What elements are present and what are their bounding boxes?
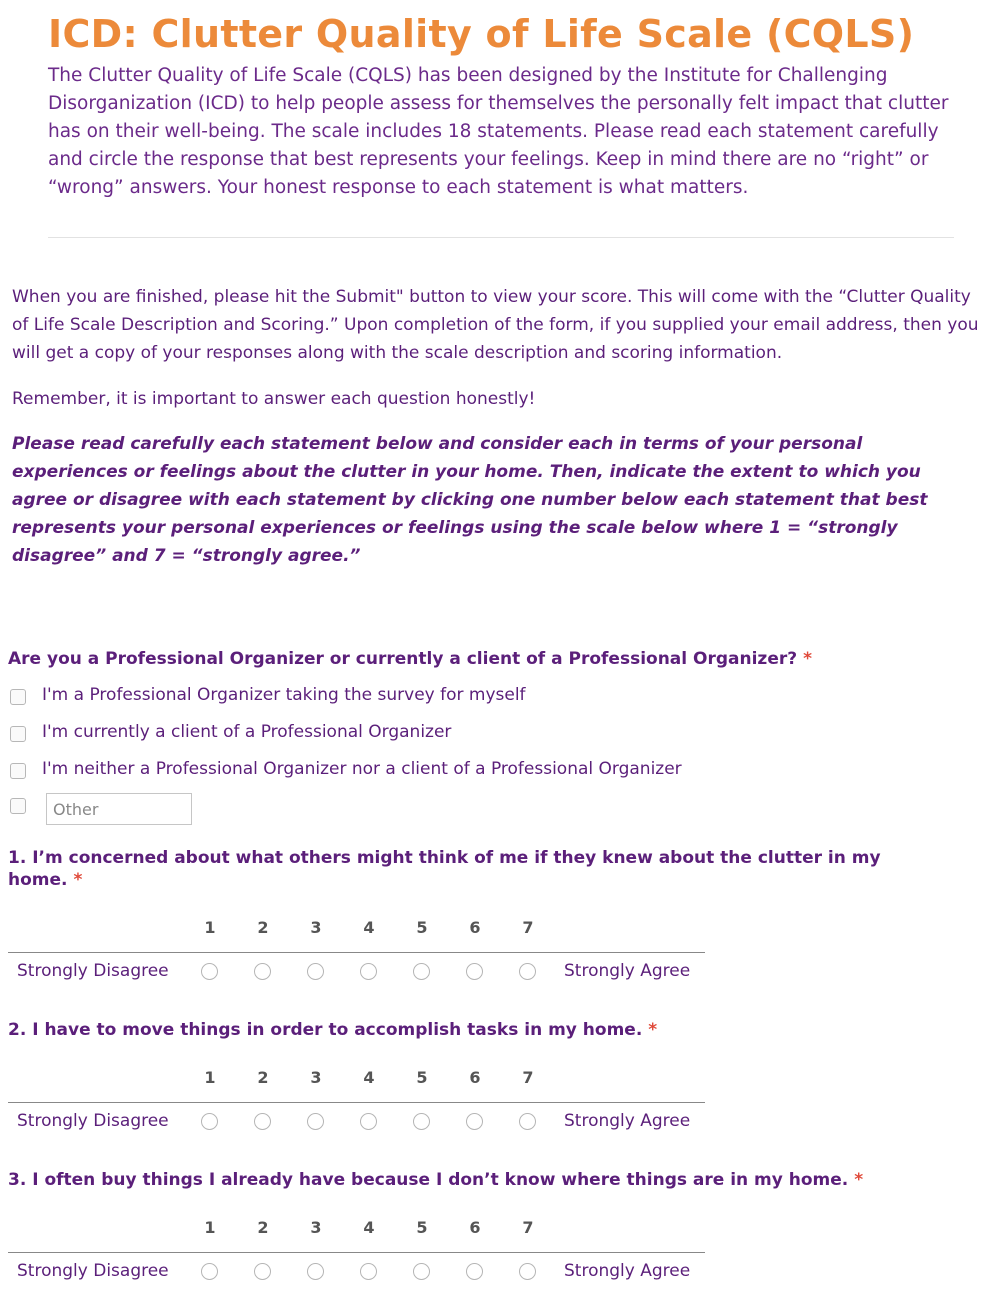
scale-number-3: 3 bbox=[310, 1218, 322, 1237]
question-2-radio-1[interactable] bbox=[201, 1113, 218, 1130]
question-1-radio-7[interactable] bbox=[519, 963, 536, 980]
required-asterisk: * bbox=[854, 1170, 864, 1190]
po-question-text: Are you a Professional Organizer or currently a client of a Professional Organizer? bbox=[8, 649, 798, 669]
question-2-scale bbox=[0, 1068, 1000, 1148]
question-2-radio-5[interactable] bbox=[413, 1113, 430, 1130]
scale-number-1: 1 bbox=[204, 918, 216, 937]
question-1-radio-3[interactable] bbox=[307, 963, 324, 980]
scale-low-label: Strongly Disagree bbox=[17, 961, 169, 981]
question-3-text: 3. I often buy things I already have because I don’t know where things are in my home. bbox=[8, 1170, 849, 1190]
question-3-radio-3[interactable] bbox=[307, 1263, 324, 1280]
scale-number-6: 6 bbox=[469, 1068, 481, 1087]
po-option-neither-checkbox[interactable] bbox=[10, 763, 26, 779]
question-1-radio-1[interactable] bbox=[201, 963, 218, 980]
scale-low-label: Strongly Disagree bbox=[17, 1261, 169, 1281]
scale-number-1: 1 bbox=[204, 1218, 216, 1237]
scale-number-7: 7 bbox=[522, 1068, 534, 1087]
question-1-scale bbox=[0, 918, 1000, 998]
po-option-other-checkbox[interactable] bbox=[10, 798, 26, 814]
scale-number-4: 4 bbox=[363, 918, 375, 937]
question-1-text: 1. I’m concerned about what others might think of me if they knew about the clutter in my home. bbox=[8, 848, 881, 890]
divider bbox=[48, 237, 954, 238]
po-option-neither-label[interactable]: I'm neither a Professional Organizer nor a client of a Professional Organizer bbox=[42, 759, 682, 779]
po-option-client-checkbox[interactable] bbox=[10, 726, 26, 742]
intro-paragraph-submit: When you are finished, please hit the Submit" button to view your score. This will come with the “Clutter Quality of Life Scale Description and Scoring.” Upon completion of the form, if you supplied your email address, then you will get a copy of your responses along with the scale description and scoring information. bbox=[12, 287, 979, 363]
required-asterisk: * bbox=[803, 649, 812, 669]
scale-divider-line bbox=[8, 1252, 705, 1253]
question-3-radio-4[interactable] bbox=[360, 1263, 377, 1280]
scale-number-2: 2 bbox=[257, 1068, 269, 1087]
scale-divider-line bbox=[8, 952, 705, 953]
question-3-scale bbox=[0, 1218, 1000, 1298]
scale-number-6: 6 bbox=[469, 1218, 481, 1237]
po-option-client[interactable] bbox=[10, 718, 451, 746]
scale-number-1: 1 bbox=[204, 1068, 216, 1087]
scale-number-2: 2 bbox=[257, 918, 269, 937]
question-3-radio-1[interactable] bbox=[201, 1263, 218, 1280]
scale-number-4: 4 bbox=[363, 1068, 375, 1087]
scale-low-label: Strongly Disagree bbox=[17, 1111, 169, 1131]
question-2-radio-2[interactable] bbox=[254, 1113, 271, 1130]
po-option-client-label[interactable]: I'm currently a client of a Professional Organizer bbox=[42, 722, 452, 742]
scale-number-5: 5 bbox=[416, 918, 428, 937]
scale-number-3: 3 bbox=[310, 1068, 322, 1087]
scale-number-4: 4 bbox=[363, 1218, 375, 1237]
scale-numbers bbox=[0, 1218, 1000, 1242]
scale-description: The Clutter Quality of Life Scale (CQLS) has been designed by the Institute for Challenging Disorganization (ICD) to help people assess for themselves the personally felt impact that clutter has on their well-being. The scale includes 18 statements. Please read each statement carefully and circle the response that best represents your feelings. Keep in mind there are no “right” or “wrong” answers. Your honest response to each statement is what matters. bbox=[48, 65, 949, 198]
po-option-organizer[interactable] bbox=[10, 681, 526, 709]
question-1-radio-6[interactable] bbox=[466, 963, 483, 980]
scale-high-label: Strongly Agree bbox=[564, 1111, 691, 1131]
scale-numbers bbox=[0, 918, 1000, 942]
intro-paragraph-instructions: Please read carefully each statement below and consider each in terms of your personal experiences or feelings about the clutter in your home. Then, indicate the extent to which you agree or disagree with each statement by clicking one number below each statement that best represents your personal experiences or feelings using the scale below where 1 = “strongly disagree” and 7 = “strongly agree.” bbox=[12, 434, 928, 566]
po-other-input[interactable] bbox=[46, 793, 192, 825]
question-3-radio-7[interactable] bbox=[519, 1263, 536, 1280]
question-1-label bbox=[8, 847, 948, 891]
scale-number-7: 7 bbox=[522, 918, 534, 937]
question-1-radio-4[interactable] bbox=[360, 963, 377, 980]
po-option-organizer-label[interactable]: I'm a Professional Organizer taking the survey for myself bbox=[42, 685, 526, 705]
question-3-radio-5[interactable] bbox=[413, 1263, 430, 1280]
page-title: ICD: Clutter Quality of Life Scale (CQLS) bbox=[48, 12, 915, 56]
question-1-radio-5[interactable] bbox=[413, 963, 430, 980]
required-asterisk: * bbox=[73, 870, 83, 890]
intro-paragraph-honesty: Remember, it is important to answer each question honestly! bbox=[12, 389, 536, 409]
question-3-label bbox=[8, 1169, 968, 1191]
scale-high-label: Strongly Agree bbox=[564, 961, 691, 981]
question-2-text: 2. I have to move things in order to accomplish tasks in my home. bbox=[8, 1020, 643, 1040]
po-option-other[interactable] bbox=[10, 793, 192, 827]
question-2-radio-3[interactable] bbox=[307, 1113, 324, 1130]
question-2-radio-7[interactable] bbox=[519, 1113, 536, 1130]
scale-number-5: 5 bbox=[416, 1068, 428, 1087]
po-option-organizer-checkbox[interactable] bbox=[10, 689, 26, 705]
po-question-label bbox=[8, 648, 968, 670]
scale-numbers bbox=[0, 1068, 1000, 1092]
scale-number-6: 6 bbox=[469, 918, 481, 937]
scale-number-2: 2 bbox=[257, 1218, 269, 1237]
scale-high-label: Strongly Agree bbox=[564, 1261, 691, 1281]
required-asterisk: * bbox=[648, 1020, 658, 1040]
scale-number-3: 3 bbox=[310, 918, 322, 937]
scale-divider-line bbox=[8, 1102, 705, 1103]
question-2-radio-6[interactable] bbox=[466, 1113, 483, 1130]
question-2-label bbox=[8, 1019, 968, 1041]
po-option-neither[interactable] bbox=[10, 755, 682, 783]
question-3-radio-6[interactable] bbox=[466, 1263, 483, 1280]
question-3-radio-2[interactable] bbox=[254, 1263, 271, 1280]
question-2-radio-4[interactable] bbox=[360, 1113, 377, 1130]
question-1-radio-2[interactable] bbox=[254, 963, 271, 980]
scale-number-5: 5 bbox=[416, 1218, 428, 1237]
scale-number-7: 7 bbox=[522, 1218, 534, 1237]
